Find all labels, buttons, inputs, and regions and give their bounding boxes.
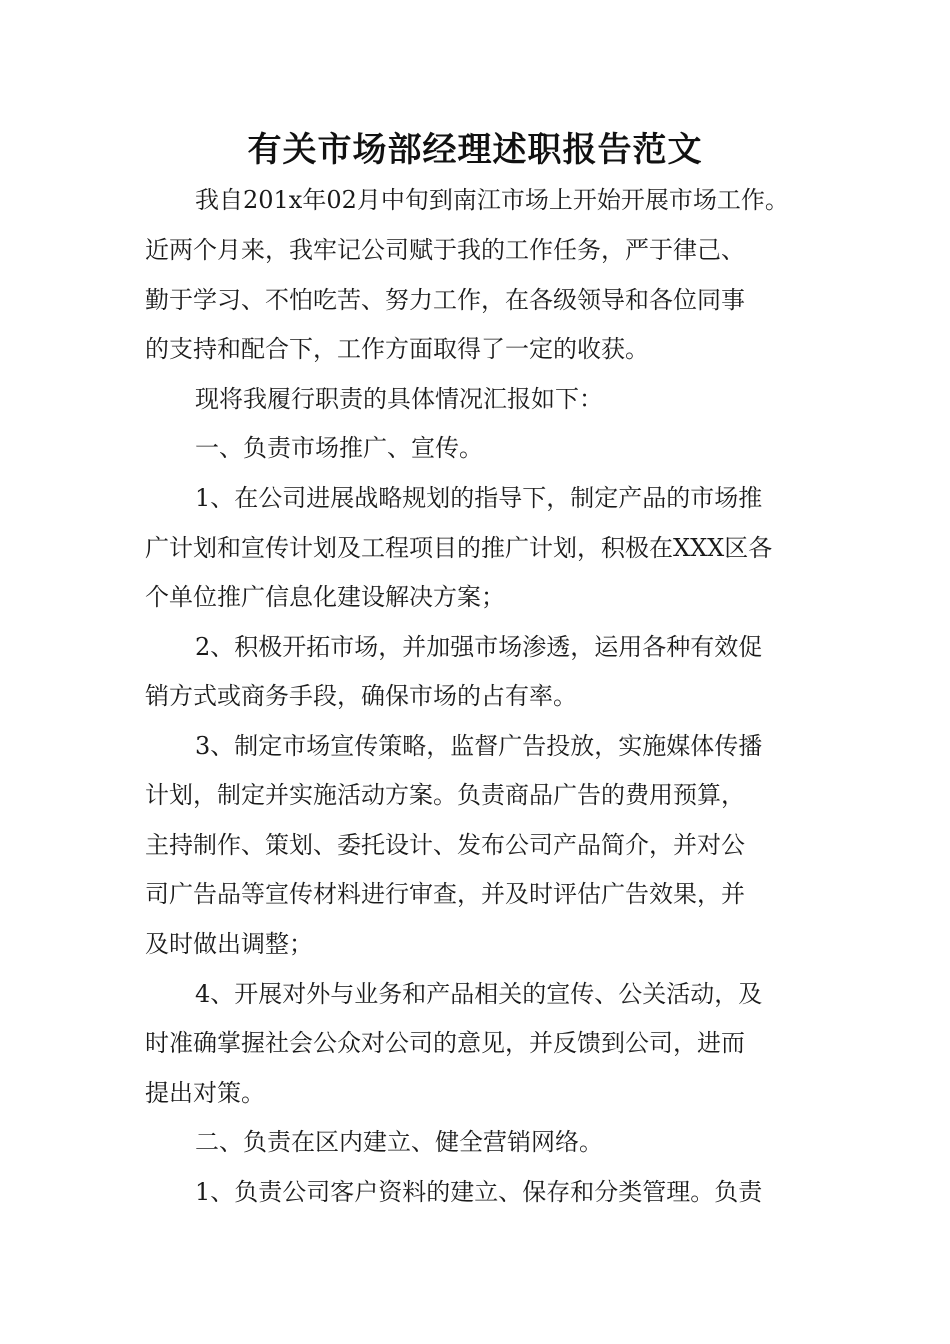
text-line: 3、制定市场宣传策略，监督广告投放，实施媒体传播 xyxy=(195,732,763,760)
text-line: 主持制作、策划、委托设计、发布公司产品简介，并对公 xyxy=(145,831,745,859)
text-line: 提出对策。 xyxy=(145,1079,265,1107)
text-line: 司广告品等宣传材料进行审查，并及时评估广告效果，并 xyxy=(145,880,745,908)
text-line: 销方式或商务手段，确保市场的占有率。 xyxy=(145,682,577,710)
text-line: 1、负责公司客户资料的建立、保存和分类管理。负责 xyxy=(195,1178,763,1206)
text-line: 勤于学习、不怕吃苦、努力工作，在各级领导和各位同事 xyxy=(145,286,745,314)
text-line: 的支持和配合下，工作方面取得了一定的收获。 xyxy=(145,335,649,363)
text-line: 我自201x年02月中旬到南江市场上开始开展市场工作。 xyxy=(195,186,789,214)
text-line: 2、积极开拓市场，并加强市场渗透，运用各种有效促 xyxy=(195,633,763,661)
text-line: 时准确掌握社会公众对公司的意见，并反馈到公司，进而 xyxy=(145,1029,745,1057)
text-line: 1、在公司进展战略规划的指导下，制定产品的市场推 xyxy=(195,484,763,512)
document-title: 有关市场部经理述职报告范文 xyxy=(247,130,703,170)
section-heading: 一、负责市场推广、宣传。 xyxy=(195,434,483,462)
text-line: 近两个月来，我牢记公司赋于我的工作任务，严于律己、 xyxy=(145,236,745,264)
text-line: 及时做出调整； xyxy=(145,930,313,958)
text-line: 个单位推广信息化建设解决方案； xyxy=(145,583,505,611)
text-line: 4、开展对外与业务和产品相关的宣传、公关活动，及 xyxy=(195,980,763,1008)
text-line: 广计划和宣传计划及工程项目的推广计划，积极在XXX区各 xyxy=(145,534,773,562)
section-heading: 二、负责在区内建立、健全营销网络。 xyxy=(195,1128,603,1156)
text-line: 计划，制定并实施活动方案。负责商品广告的费用预算， xyxy=(145,781,745,809)
text-line: 现将我履行职责的具体情况汇报如下： xyxy=(195,385,603,413)
